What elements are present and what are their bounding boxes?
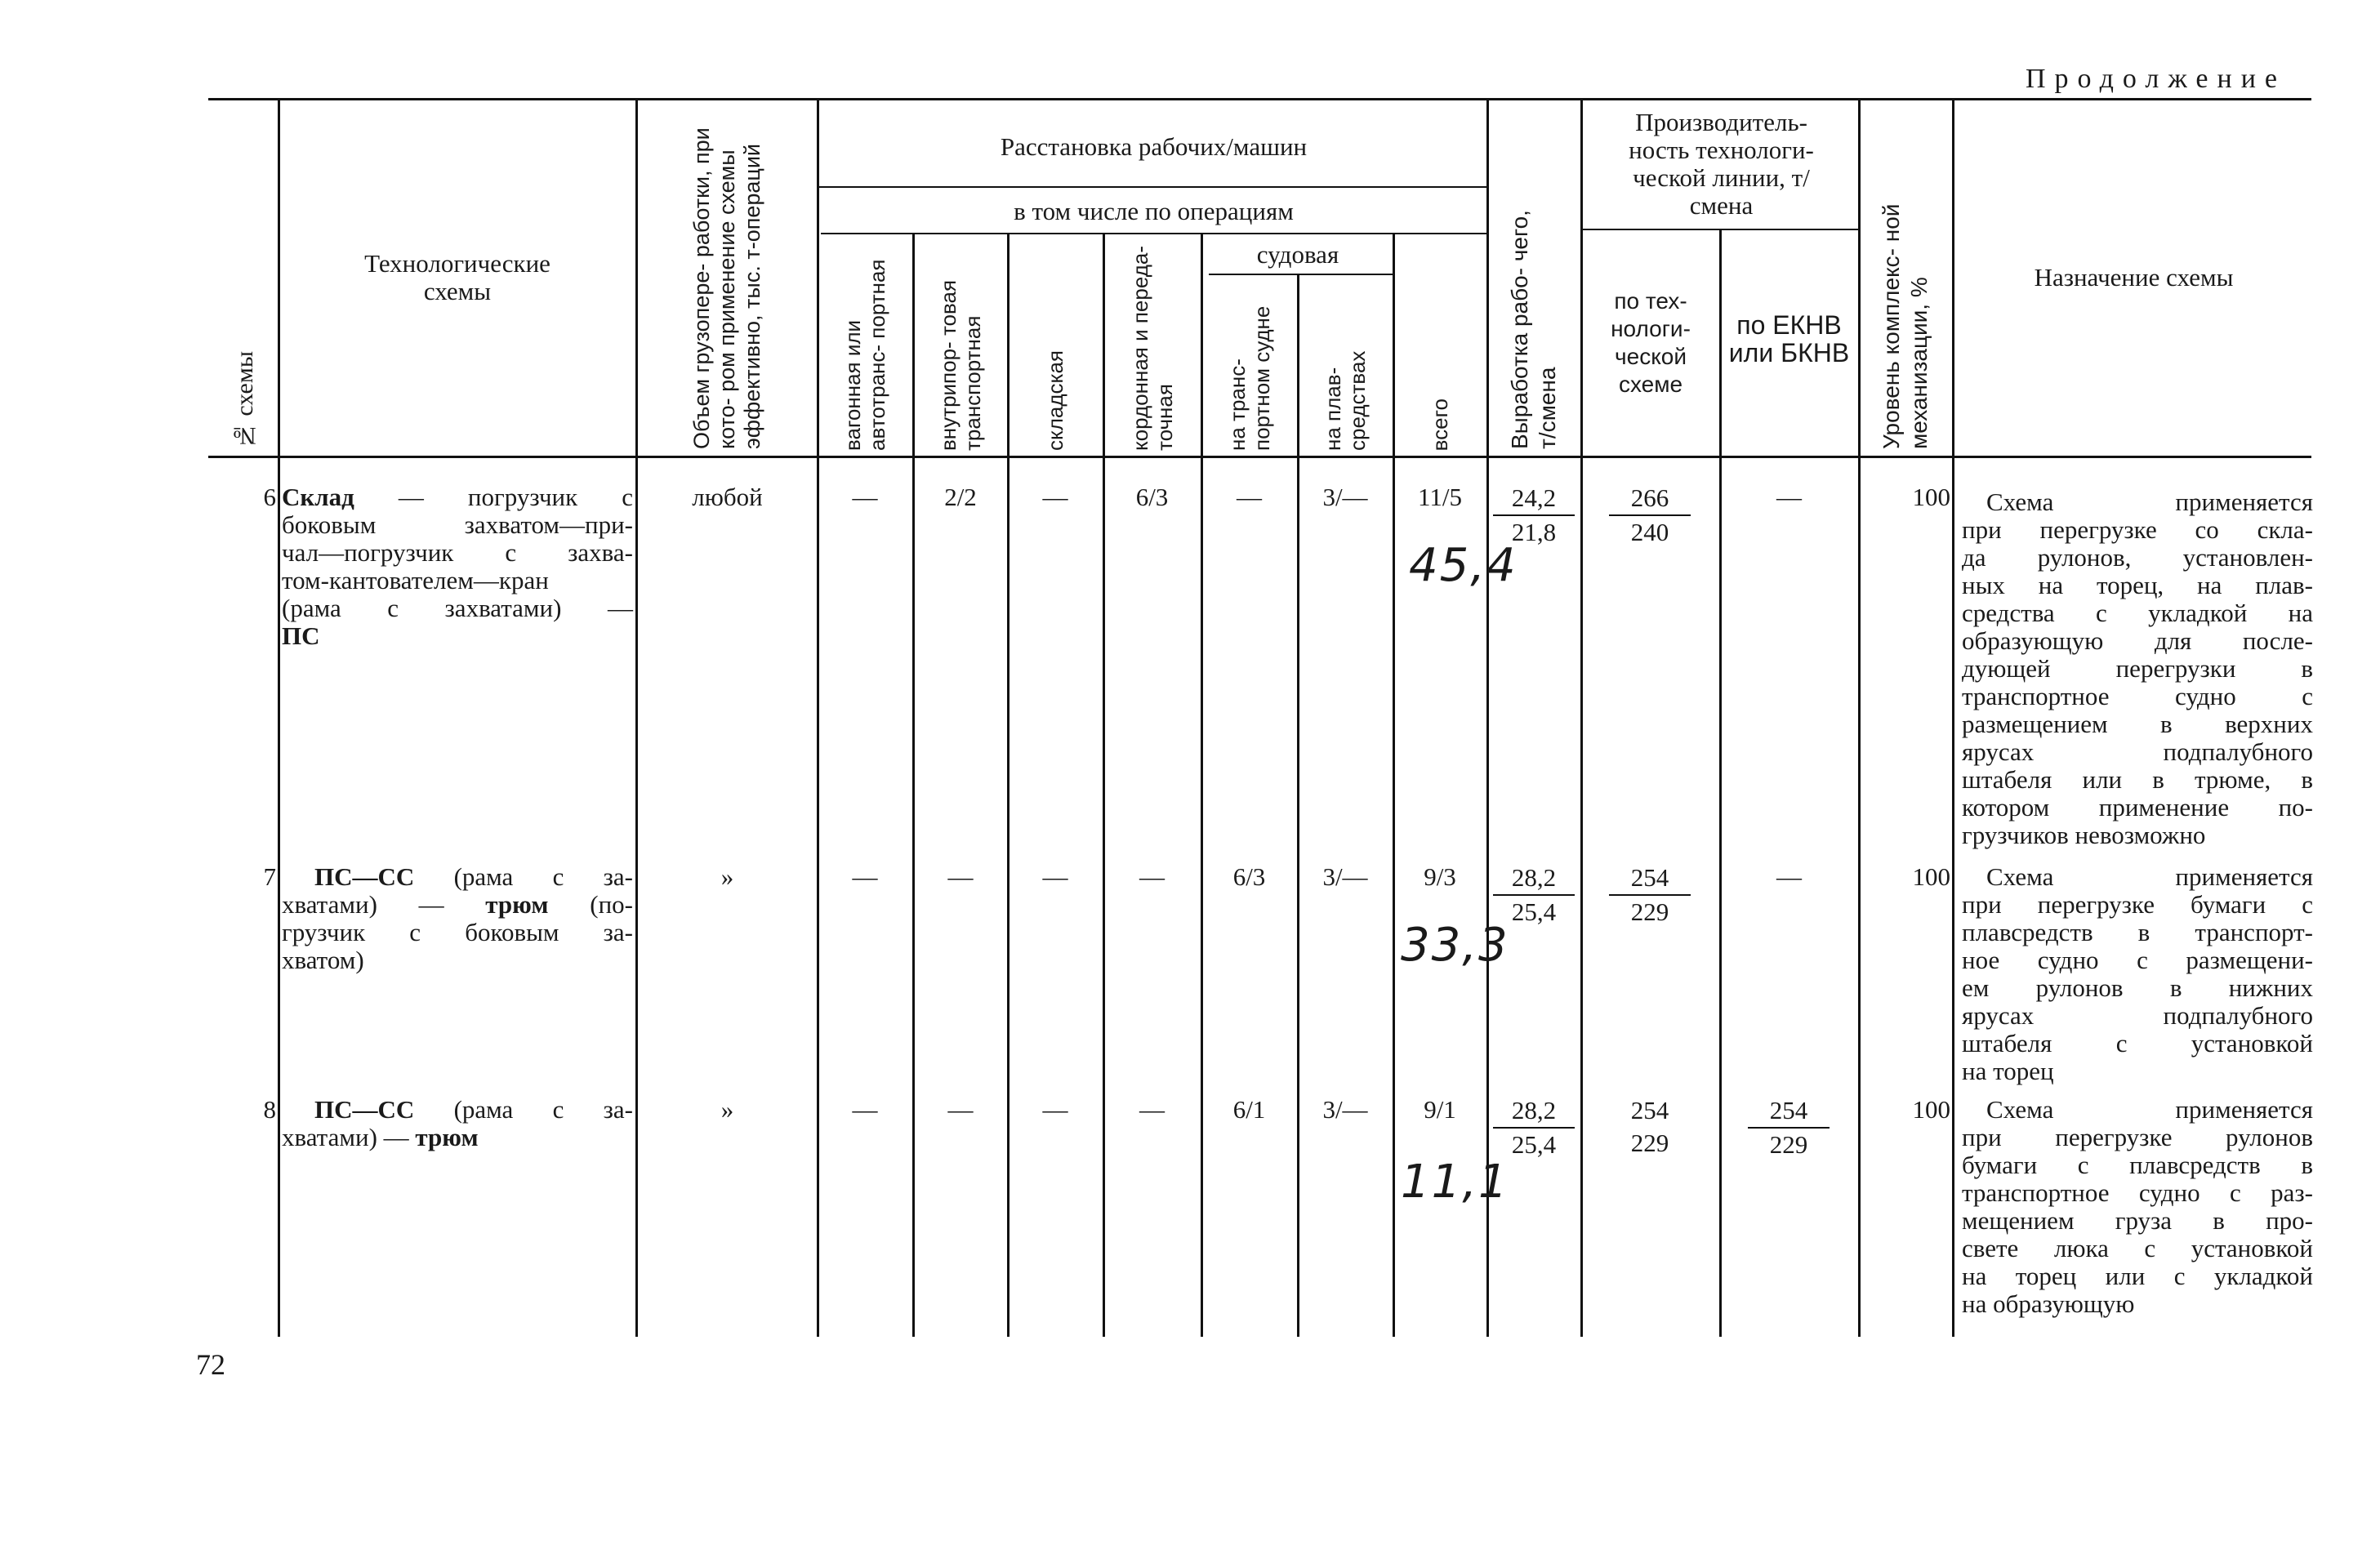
row-8-inner: — [947,1095,974,1124]
row-6-ship-transport: — [1237,483,1262,511]
purpose-line: штабеля с установкой [1962,1029,2313,1058]
output-bottom: 21,8 [1511,518,1557,546]
ship-subrule [1209,274,1393,275]
purpose-line: ных на торец, на плав- [1962,571,2313,599]
header-wagon: вагонная или автотранс- портная [840,259,889,451]
continuation-label: Продолжение [2026,64,2287,94]
row-8-output [1493,1094,1575,1161]
purpose-line: ярусах подпалубного [1962,737,2313,766]
row-7-prod-tech [1609,862,1691,928]
row-6-ship-float: 3/— [1322,483,1368,511]
purpose-line: на образующую [1962,1289,2135,1318]
row-7-cordon: — [1139,862,1165,891]
row-7-total: 9/3 [1424,862,1456,891]
header-prod-tech: по тех- нологи- ческой схеме [1611,288,1691,397]
purpose-line: транспортное судно с раз- [1962,1178,2313,1207]
row-8-purpose [1962,1096,2313,1318]
purpose-line: свете люка с установкой [1962,1234,2313,1262]
row-6-handwritten-note: 45,4 [1409,539,1518,592]
header-ship-float: на плав- средствах [1321,350,1370,451]
row-6-warehouse: — [1042,483,1068,511]
row-8-schema [282,1096,633,1151]
row-6-ekhv: — [1776,483,1802,511]
row-8-handwritten-note: 11,1 [1401,1155,1509,1209]
prod-bottom: 229 [1630,1129,1669,1157]
row-6-cordon: 6/3 [1135,483,1169,511]
row-8-volume: » [720,1095,734,1124]
purpose-line: котором применение по- [1962,793,2313,822]
row-6-mech: 100 [1912,483,1950,511]
output-bottom: 25,4 [1511,1130,1557,1159]
row-6-wagon: — [852,483,878,511]
row-6-prod-tech [1609,482,1691,549]
row-7-ekhv: — [1776,862,1802,891]
purpose-line: грузчиков невозможно [1962,821,2206,849]
purpose-line: на торец или с укладкой [1962,1262,2313,1290]
purpose-line: плавсредств в транспорт- [1962,918,2313,946]
row-6-output [1493,482,1575,549]
col-sep-1 [278,100,280,1337]
header-output: Выработка рабо- чего, т/смена [1507,210,1560,449]
row-7-warehouse: — [1042,862,1068,891]
schema-line: Склад — погрузчик с [282,483,633,511]
output-top: 28,2 [1493,1094,1575,1129]
purpose-line: ем рулонов в нижних [1962,973,2313,1002]
row-8-warehouse: — [1042,1095,1068,1124]
purpose-line: при перегрузке со скла- [1962,515,2313,544]
by-ops-subrule [821,233,1486,234]
purpose-line: ярусах подпалубного [1962,1001,2313,1030]
schema-line: хватами) — трюм (по- [282,890,633,919]
purpose-line: средства с укладкой на [1962,599,2313,627]
row-7-ship-transport: 6/3 [1232,862,1266,891]
purpose-line: при перегрузке бумаги с [1962,890,2313,919]
schema-line: боковым захватом—при- [282,510,633,539]
prod-top: 254 [1630,1096,1669,1124]
header-purpose: Назначение схемы [2034,263,2234,292]
row-7-inner: — [947,862,974,891]
header-ship-transport: на транс- портном судне [1224,305,1274,451]
schema-line: хватами) — трюм [282,1123,479,1151]
header-total: всего [1428,398,1452,451]
row-6-number: 6 [263,483,276,511]
ekhv-top: 254 [1748,1094,1830,1129]
col-sep-2 [635,100,638,1337]
row-7-schema [282,863,633,974]
row-6-purpose [1962,488,2313,849]
row-8-ekhv [1748,1094,1830,1161]
row-7-purpose [1962,863,2313,1085]
purpose-line: Схема применяется [1986,488,2313,516]
col-sep-14 [1952,100,1954,1337]
purpose-line: при перегрузке рулонов [1962,1123,2313,1151]
row-7-wagon: — [852,862,878,891]
row-7-ship-float: 3/— [1322,862,1368,891]
header-scheme-number: № схемы [231,350,258,449]
purpose-line: ное судно с размещени- [1962,946,2313,974]
schema-line: ПС—СС (рама с за- [314,862,633,891]
header-by-operations: в том числе по операциям [1014,197,1294,225]
header-prod-ekhv: по ЕКНВ или БКНВ [1728,310,1850,367]
output-bottom: 25,4 [1511,897,1557,926]
purpose-line: Схема применяется [1986,1095,2313,1124]
prod-top: 266 [1609,482,1691,516]
col-sep-11 [1580,100,1583,1337]
row-8-number: 8 [263,1095,276,1124]
schema-line: том-кантователем—кран [282,566,549,594]
output-top: 28,2 [1493,862,1575,896]
header-volume: Объем грузопере- работки, при кото- ром применение схемы эффективно, тыс. т-операций [689,127,764,449]
row-7-volume: » [720,862,734,891]
header-cordon: кордонная и переда- точная [1127,245,1177,451]
output-top: 24,2 [1493,482,1575,516]
header-mech-level: Уровень комплекс- ной механизации, % [1879,203,1932,449]
row-8-cordon: — [1139,1095,1165,1124]
purpose-line: образующую для после- [1962,626,2313,655]
purpose-line: Схема применяется [1986,862,2313,891]
prod-bottom: 229 [1630,897,1669,926]
schema-line: чал—погрузчик с захва- [282,538,633,567]
schema-line: грузчик с боковым за- [282,918,633,946]
purpose-line: транспортное судно с [1962,682,2313,710]
row-6-total: 11/5 [1418,483,1462,511]
row-6-inner: 2/2 [944,483,977,511]
schema-line: ПС—СС (рама с за- [314,1095,633,1124]
placement-subrule [817,186,1486,188]
purpose-line: на торец [1962,1057,2054,1085]
row-8-ship-transport: 6/1 [1232,1095,1266,1124]
header-productivity: Производитель- ность технологи- ческой линии, т/смена [1629,108,1814,220]
page-number: 72 [196,1348,225,1381]
header-bottom-rule [208,456,2311,458]
header-ship: судовая [1256,240,1339,269]
purpose-line: размещением в верхних [1962,710,2313,738]
row-7-number: 7 [263,862,276,891]
purpose-line: бумаги с плавсредств в [1962,1151,2313,1179]
purpose-line: да рулонов, установлен- [1962,543,2313,572]
header-technological-schemes: Технологические схемы [364,249,550,305]
prod-bottom: 240 [1630,518,1669,546]
row-6-volume: любой [692,483,763,511]
prod-top: 254 [1609,862,1691,896]
row-8-ship-float: 3/— [1322,1095,1368,1124]
purpose-line: дующей перегрузки в [1962,654,2313,683]
purpose-line: штабеля или в трюме, в [1962,765,2313,794]
header-placement: Расстановка рабочих/машин [1000,132,1308,161]
row-8-mech: 100 [1912,1095,1950,1124]
row-7-mech: 100 [1912,862,1950,891]
row-8-wagon: — [852,1095,878,1124]
row-8-prod-tech [1609,1094,1691,1160]
schema-line: хватом) [282,946,364,974]
header-inner-transport: внутрипор- товая транспортная [936,279,985,451]
row-8-total: 9/1 [1424,1095,1456,1124]
table-top-rule [208,98,2311,100]
schema-line: ПС [282,621,320,650]
row-7-output [1493,862,1575,928]
row-7-handwritten-note: 33,3 [1401,919,1509,972]
purpose-line: мещением груза в про- [1962,1206,2313,1235]
row-6-schema [282,483,633,650]
header-warehouse: складская [1043,350,1067,451]
ekhv-bottom: 229 [1769,1130,1808,1159]
schema-line: (рама с захватами) — [282,594,633,622]
